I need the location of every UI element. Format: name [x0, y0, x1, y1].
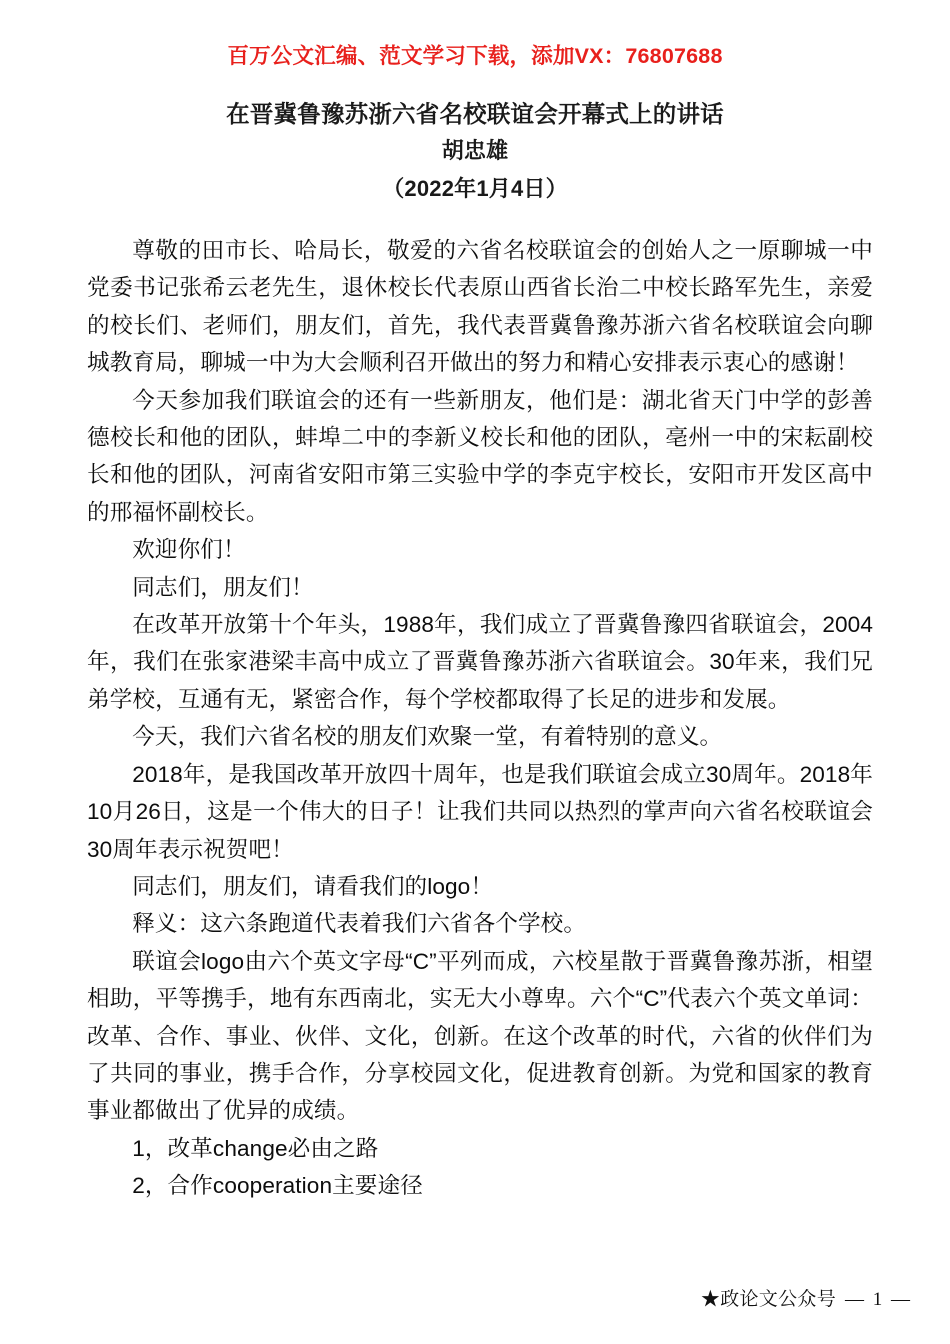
promo-banner-text: 百万公文汇编、范文学习下载，添加VX：76807688	[227, 44, 723, 68]
page-title: 在晋冀鲁豫苏浙六省名校联谊会开幕式上的讲话	[226, 101, 724, 127]
body-paragraph: 同志们，朋友们，请看我们的logo！	[132, 873, 494, 899]
document-author: 胡忠雄	[441, 138, 509, 163]
page-footer	[0, 1284, 950, 1318]
body-paragraph: 欢迎你们！	[132, 537, 246, 563]
body-paragraph: 今天，我们六省名校的朋友们欢聚一堂，有着特别的意义。	[132, 724, 723, 750]
body-paragraph: 今天参加我们联谊会的还有一些新朋友，他们是：湖北省天门中学的彭善德校长和他的团队，蚌埠二中的李新义校长和他的团队，亳州一中的宋耘副校长和他的团队，河南省安阳市第三实验中学的李克宇校长，安阳市开发区高中的邢福怀副校长。	[87, 387, 873, 525]
body-list-item: 1，改革change必由之路	[132, 1135, 379, 1161]
footer-brand-label: ★政论文公众号	[700, 1289, 836, 1310]
document-date: （2022年1月4日）	[382, 176, 568, 201]
body-paragraph: 2018年，是我国改革开放四十周年，也是我们联谊会成立30周年。2018年10月26日，这是一个伟大的日子！让我们共同以热烈的掌声向六省名校联谊会30周年表示祝贺吧！	[87, 761, 873, 862]
footer-content	[701, 1284, 912, 1311]
document-body	[87, 232, 873, 1205]
body-paragraph: 同志们，朋友们！	[132, 574, 314, 600]
page-number: — 1 —	[845, 1289, 912, 1310]
title-block	[0, 96, 950, 209]
body-paragraph: 释义：这六条跑道代表着我们六省各个学校。	[132, 911, 587, 937]
body-paragraph: 联谊会logo由六个英文字母“C”平列而成，六校星散于晋冀鲁豫苏浙，相望相助，平等携手，地有东西南北，实无大小尊卑。六个“C”代表六个英文单词：改革、合作、事业、伙伴、文化，创新。在这个改革的时代，六省的伙伴们为了共同的事业，携手合作，分享校园文化，促进教育创新。为党和国家的教育事业都做出了优异的成绩。	[87, 948, 873, 1124]
body-paragraph: 在改革开放第十个年头，1988年，我们成立了晋冀鲁豫四省联谊会，2004年，我们在张家港梁丰高中成立了晋冀鲁豫苏浙六省联谊会。30年来，我们兄弟学校，互通有无，紧密合作，每个学校都取得了长足的进步和发展。	[87, 612, 873, 712]
body-paragraph: 尊敬的田市长、哈局长，敬爱的六省名校联谊会的创始人之一原聊城一中党委书记张希云老先生，退休校长代表原山西省长治二中校长路军先生，亲爱的校长们、老师们，朋友们，首先，我代表晋冀鲁豫苏浙六省名校联谊会向聊城教育局，聊城一中为大会顺利召开做出的努力和精心安排表示衷心的感谢！	[87, 238, 873, 376]
body-list-item: 2，合作cooperation主要途径	[132, 1173, 423, 1199]
